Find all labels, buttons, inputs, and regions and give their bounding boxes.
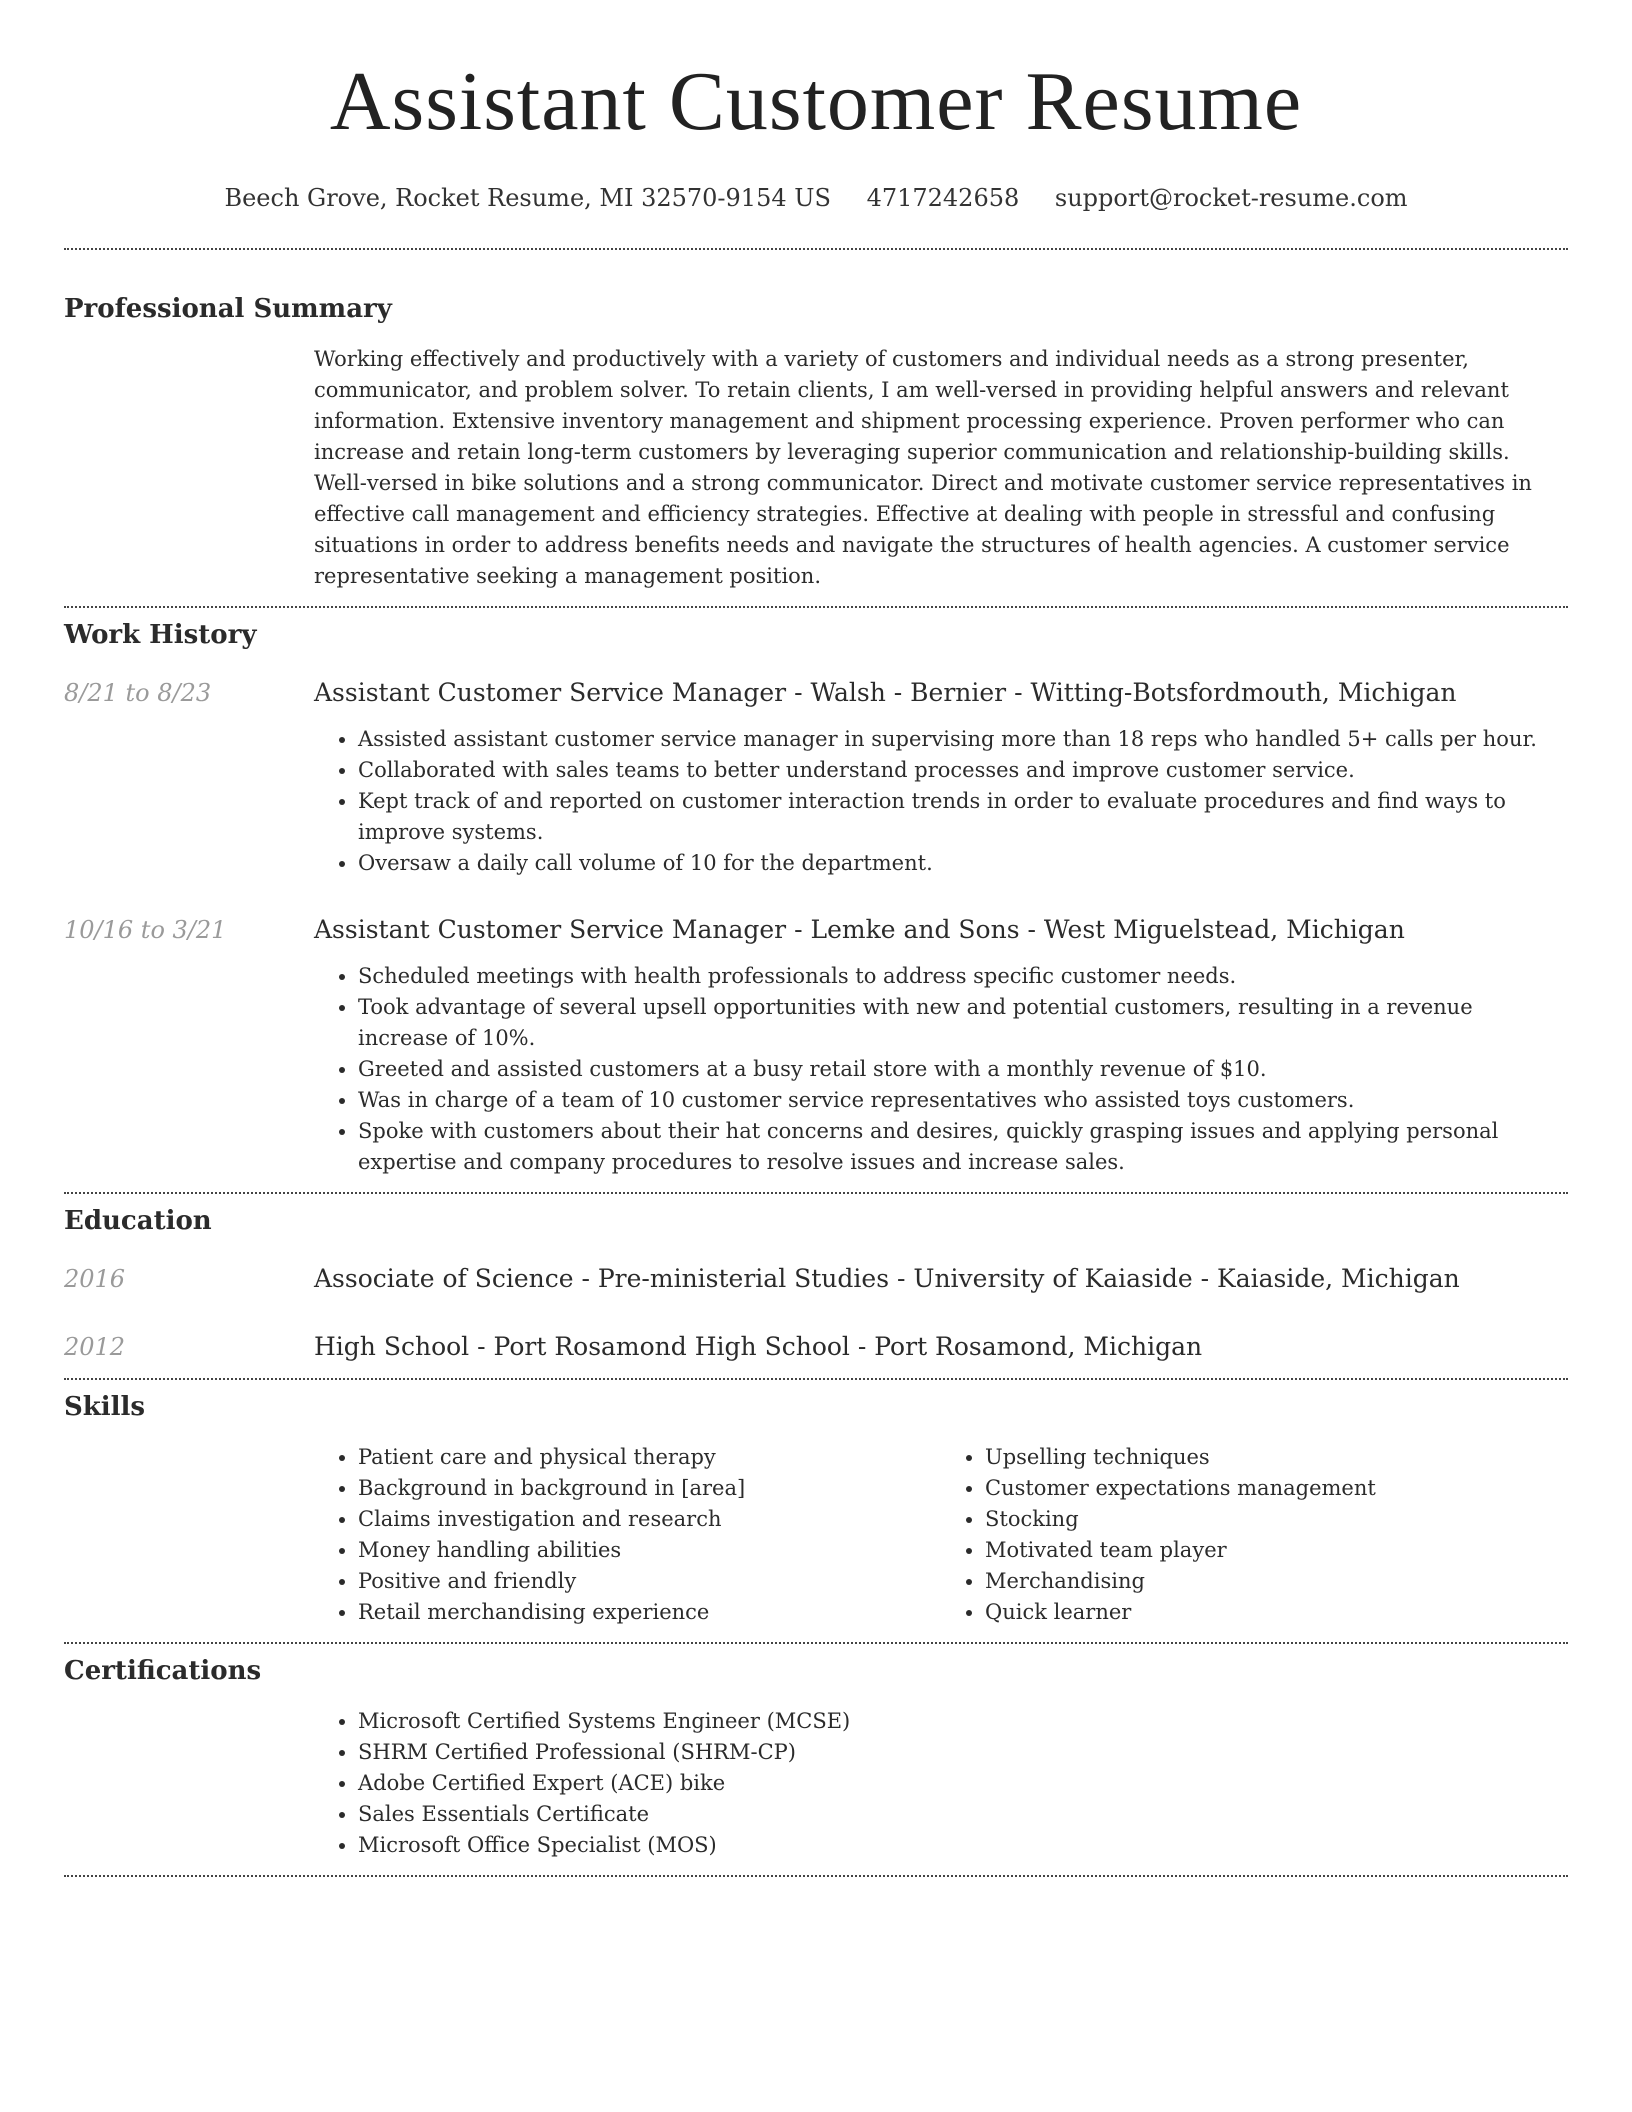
resume-name: Assistant Customer Resume <box>329 55 1303 148</box>
job-title: Assistant Customer Service Manager - Lemke and Sons - West Miguelstead, Michigan <box>314 915 1405 944</box>
skill-item: • Stocking <box>985 1504 1568 1535</box>
skills-list-right <box>941 1442 1568 1628</box>
section-title-summary: Professional Summary <box>64 294 392 324</box>
skills-list-left <box>314 1442 941 1628</box>
skill-item: • Background in background in [area] <box>358 1473 941 1504</box>
job-date: 8/21 to 8/23 <box>64 679 212 707</box>
job-entry <box>64 913 1568 1178</box>
section-title-certifications: Certifications <box>64 1656 262 1686</box>
skill-item: • Quick learner <box>985 1597 1568 1628</box>
skills-columns <box>314 1442 1568 1628</box>
summary-section <box>64 250 1568 606</box>
divider <box>64 1875 1568 1877</box>
job-bullet: • Assisted assistant customer service manager in supervising more than 18 reps who handled 5+ calls per hour. <box>358 724 1568 755</box>
contact-address: Beech Grove, Rocket Resume, MI 32570-9154 US <box>224 184 831 212</box>
job-bullet: • Kept track of and reported on customer interaction trends in order to evaluate procedures and find ways to improve systems. <box>358 786 1568 848</box>
certification-item: • Sales Essentials Certificate <box>358 1799 1568 1830</box>
education-section <box>64 1194 1568 1378</box>
section-title-skills: Skills <box>64 1392 146 1422</box>
skill-item: • Claims investigation and research <box>358 1504 941 1535</box>
education-title: Associate of Science - Pre-ministerial Studies - University of Kaiaside - Kaiaside, Michigan <box>314 1264 1460 1293</box>
certifications-list <box>314 1706 1568 1861</box>
work-history-section <box>64 608 1568 1192</box>
skill-item: • Merchandising <box>985 1566 1568 1597</box>
skill-item: • Patient care and physical therapy <box>358 1442 941 1473</box>
job-title: Assistant Customer Service Manager - Walsh - Bernier - Witting-Botsfordmouth, Michigan <box>314 678 1457 707</box>
education-title: High School - Port Rosamond High School - Port Rosamond, Michigan <box>314 1332 1203 1361</box>
job-entry <box>64 676 1568 879</box>
contact-line <box>64 182 1568 214</box>
section-title-work: Work History <box>64 620 257 650</box>
job-bullets <box>314 724 1568 879</box>
certification-item: • SHRM Certified Professional (SHRM-CP) <box>358 1737 1568 1768</box>
certifications-section <box>64 1644 1568 1875</box>
skill-item: • Motivated team player <box>985 1535 1568 1566</box>
education-date: 2012 <box>64 1333 126 1361</box>
skill-item: • Customer expectations management <box>985 1473 1568 1504</box>
certification-item: • Microsoft Office Specialist (MOS) <box>358 1830 1568 1861</box>
education-date: 2016 <box>64 1265 126 1293</box>
job-bullet: • Was in charge of a team of 10 customer service representatives who assisted toys customers. <box>358 1085 1568 1116</box>
skill-item: • Positive and friendly <box>358 1566 941 1597</box>
job-bullet: • Took advantage of several upsell opportunities with new and potential customers, resulting in a revenue increase of 10%. <box>358 992 1568 1054</box>
summary-text: Working effectively and productively with a variety of customers and individual needs as a strong presenter, communicator, and problem solver. To retain clients, I am well-versed in providing helpful answers and relevant information. Extensive inventory management and shipment processing experience. Proven performer who can increase and retain long-term customers by leveraging superior communication and relationship-building skills. Well-versed in bike solutions and a strong communicator. Direct and motivate customer service representatives in effective call management and efficiency strategies. Effective at dealing with people in stressful and confusing situations in order to address benefits needs and navigate the structures of health agencies. A customer service representative seeking a management position. <box>314 347 1532 588</box>
certification-item: • Microsoft Certified Systems Engineer (MCSE) <box>358 1706 1568 1737</box>
job-bullet: • Spoke with customers about their hat concerns and desires, quickly grasping issues and applying personal expertise and company procedures to resolve issues and increase sales. <box>358 1116 1568 1178</box>
skill-item: • Retail merchandising experience <box>358 1597 941 1628</box>
contact-phone: 4717242658 <box>866 184 1020 212</box>
skills-section <box>64 1380 1568 1642</box>
job-bullet: • Oversaw a daily call volume of 10 for the department. <box>358 848 1568 879</box>
education-entry <box>64 1330 1568 1364</box>
skill-item: • Money handling abilities <box>358 1535 941 1566</box>
job-bullet: • Collaborated with sales teams to better understand processes and improve customer service. <box>358 755 1568 786</box>
skill-item: • Upselling techniques <box>985 1442 1568 1473</box>
job-date: 10/16 to 3/21 <box>64 916 227 944</box>
job-bullet: • Greeted and assisted customers at a busy retail store with a monthly revenue of $10. <box>358 1054 1568 1085</box>
education-entry <box>64 1262 1568 1296</box>
job-bullets <box>314 961 1568 1178</box>
contact-email: support@rocket-resume.com <box>1054 184 1408 212</box>
summary-content <box>314 344 1568 606</box>
job-bullet: • Scheduled meetings with health professionals to address specific customer needs. <box>358 961 1568 992</box>
section-title-education: Education <box>64 1206 212 1236</box>
certification-item: • Adobe Certified Expert (ACE) bike <box>358 1768 1568 1799</box>
